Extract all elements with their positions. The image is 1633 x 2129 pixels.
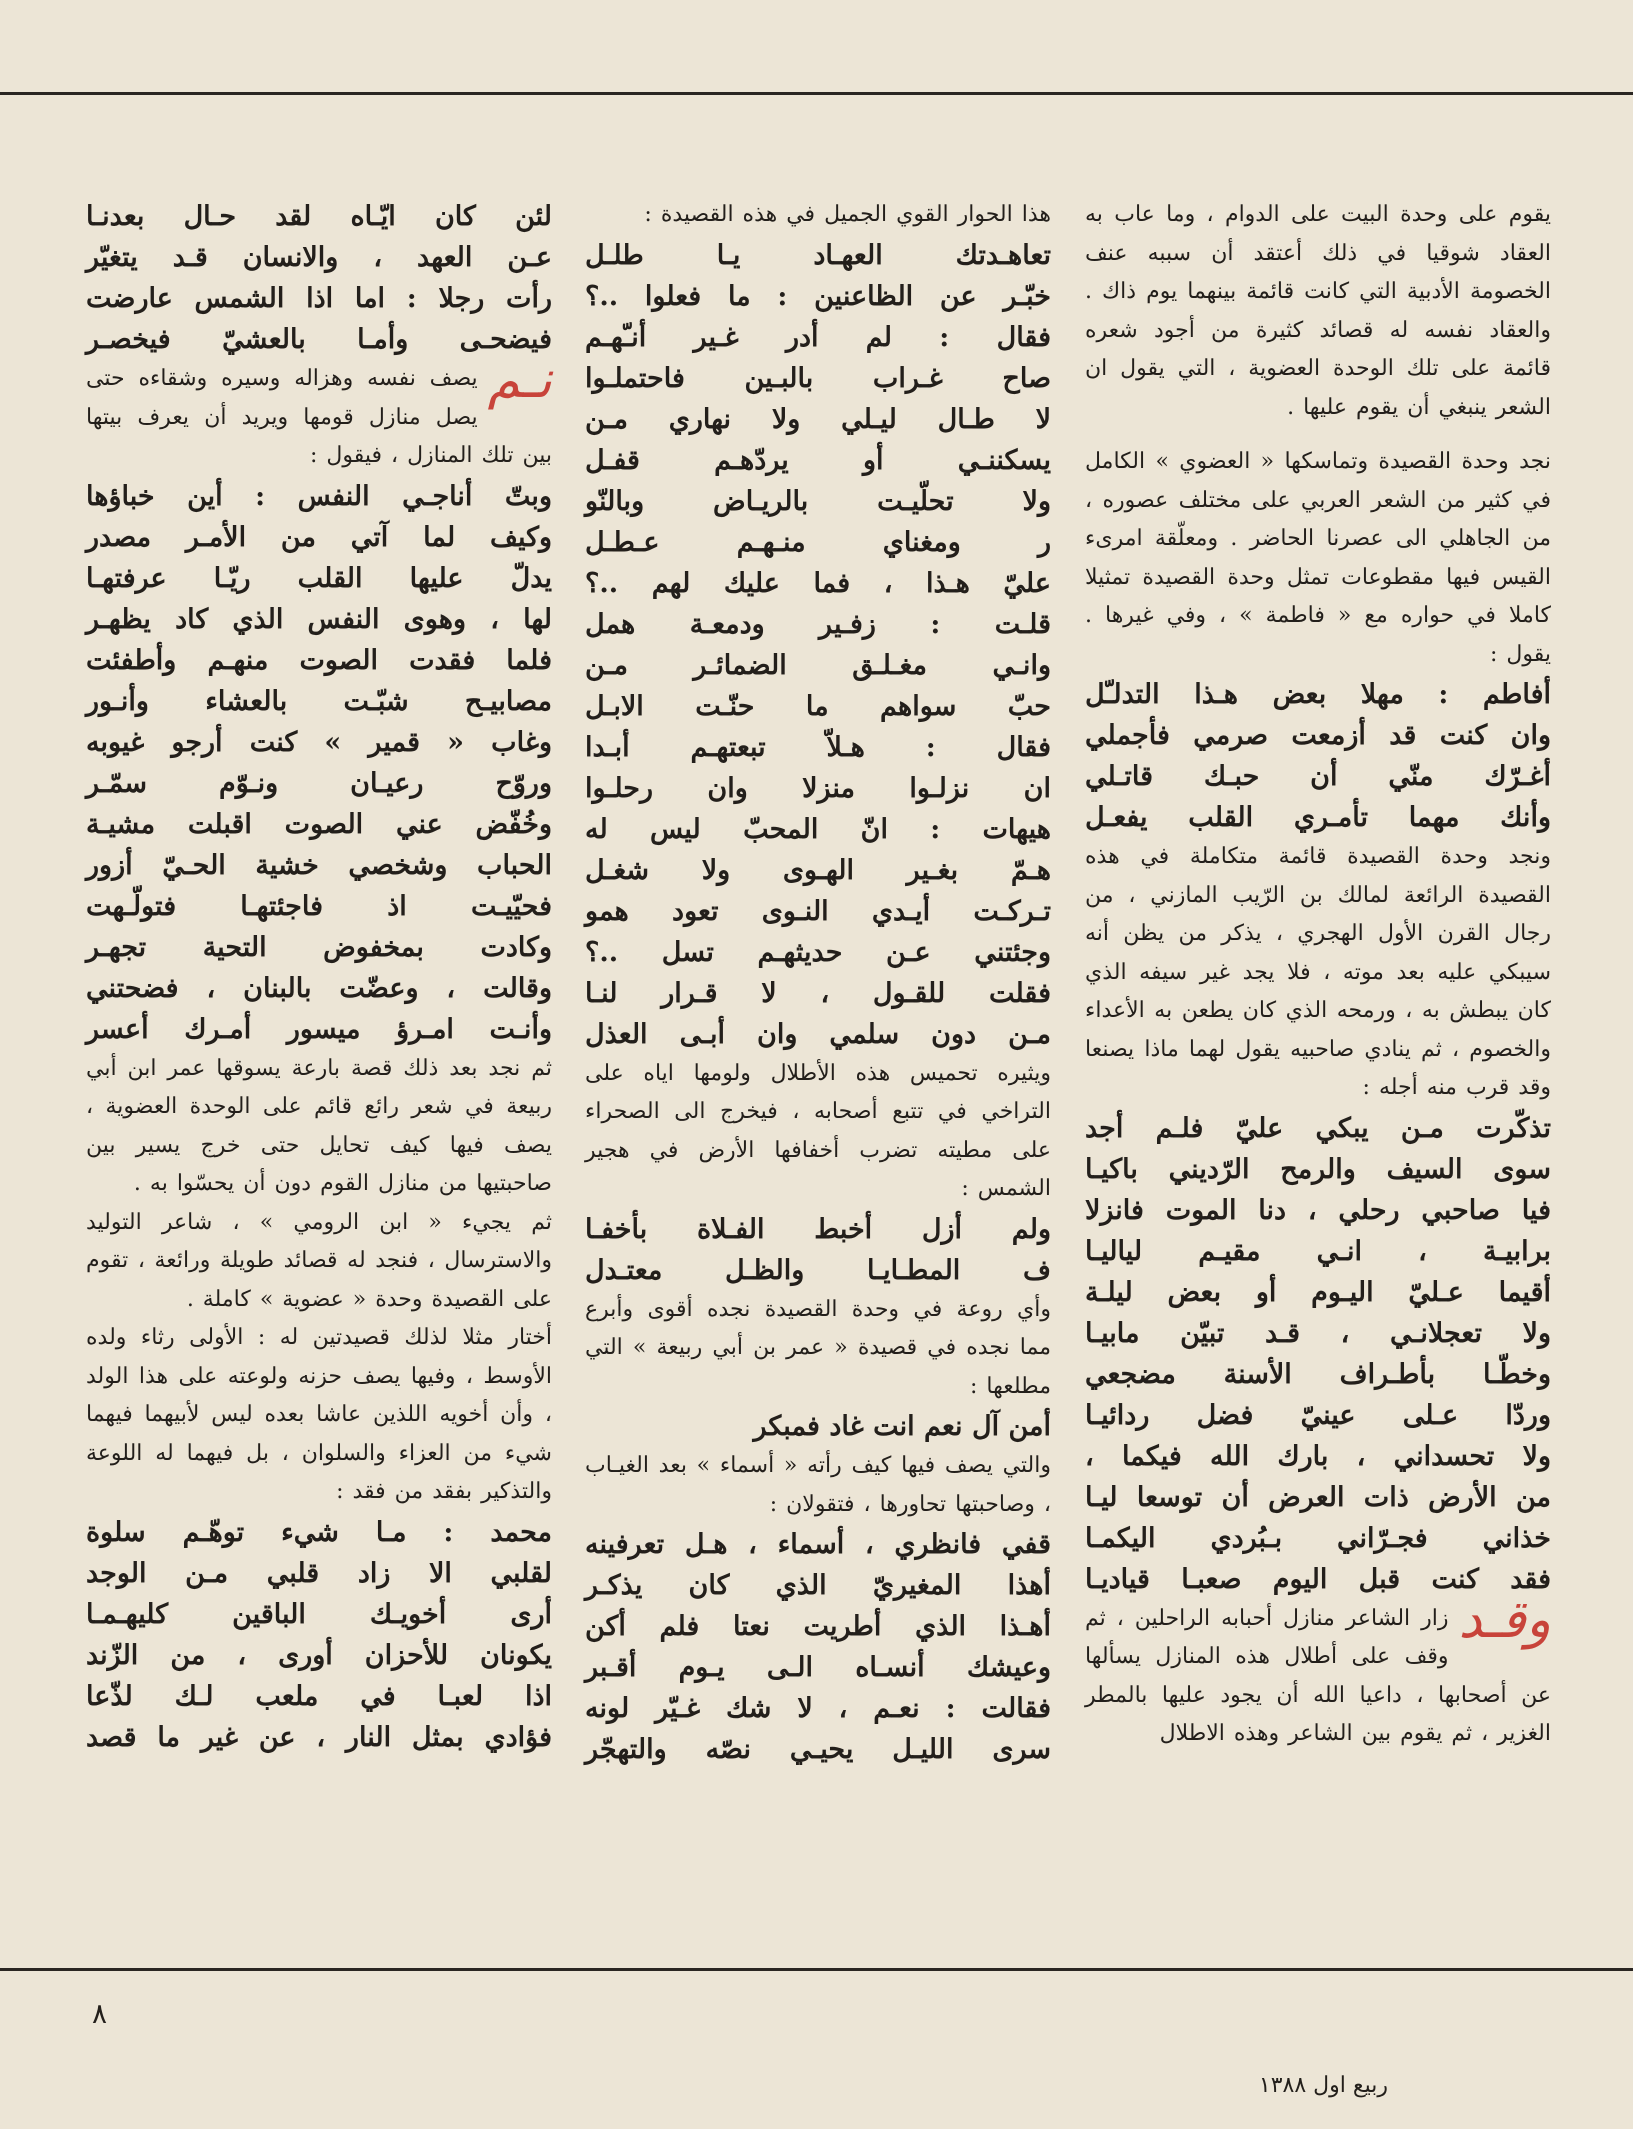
verse-line: أهذا المغيريّ الذي كان يذكـر	[585, 1570, 1051, 1601]
verse-line: أقيما عـليّ اليـوم أو بعض ليلـة	[1085, 1276, 1551, 1308]
verse-line: رأت رجلا : اما اذا الشمس عارضت	[86, 283, 552, 314]
verse-line: وأنك مهما تأمـري القلب يفعـل	[1085, 802, 1551, 833]
verse-line: لها ، وهوى النفس الذي كاد يظهـر	[86, 603, 552, 635]
paragraph-text: يصف نفسه وهزاله وسيره وشقاءه حتى يصل منازل قومها ويريد أن يعرف بيتها بين تلك المنازل ، فيقول :	[86, 366, 552, 468]
verse-line: هـمّ بغـير الهـوى ولا شغـل	[585, 854, 1051, 886]
bottom-rule	[0, 1968, 1633, 1971]
verse-line: مصابيـح شبّـت بالعشاء وأنـور	[86, 685, 552, 717]
body-paragraph: هذا الحوار القوي الجميل في هذه القصيدة :	[644, 202, 1051, 227]
verse-line: مـن دون سلمي وان أبـى العذل	[585, 1018, 1051, 1050]
verse-line: فقالت : نعـم ، لا شك غـيّر لونه	[585, 1693, 1051, 1724]
verse-line: أغـرّك منّي أن حبـك قاتـلي	[1085, 761, 1551, 792]
verse-line: قلـت : زفـير ودمعـة همل	[585, 608, 1051, 640]
body-paragraph: أختار مثلا لذلك قصيدتين له : الأولى رثاء ولده الأوسط ، وفيها يصف حزنه ولوعته على هذا الولد ، وأن أخويه اللذين عاشا بعده ليس لأبيهما فيهما شيء من العزاء والسلوان ، بل فيهما له اللوعة والتذكير بفقد من فقد :	[86, 1325, 552, 1504]
verse-line: فقلت للقـول ، لا قـرار لنـا	[585, 977, 1051, 1009]
body-paragraph: يقوم على وحدة البيت على الدوام ، وما عاب به العقاد شوقيا في ذلك أعتقد أن سببه عنف الخصومة الأدبية التي كانت قائمة بينهما يوم ذاك . والعقاد نفسه له قصائد كثيرة من أجود شعره قائمة على تلك الوحدة العضوية ، التي يقول ان الشعر ينبغي أن يقوم عليها .	[1085, 202, 1551, 420]
verse-line: لا طـال ليـلي ولا نهاري مـن	[585, 403, 1051, 435]
verse-line: من الأرض ذات العرض أن توسعا ليـا	[1085, 1481, 1551, 1513]
verse-line: وأنـت امـرؤ ميسور أمـرك أعسر	[86, 1013, 552, 1045]
verse-line: هيهات : انّ المحبّ ليس له	[585, 813, 1051, 845]
verse-line: خبّـر عن الظاعنين : ما فعلوا ..؟	[585, 280, 1051, 312]
verse-line: فقال : هـلاّ تبعتهـم أبـدا	[585, 731, 1051, 763]
verse-line: ان نزلـوا منزلا وان رحلـوا	[585, 772, 1051, 804]
column-left	[86, 196, 552, 1758]
column-middle	[585, 196, 1051, 1770]
page-number: ٨	[92, 1997, 108, 2030]
verse-line: لئن كان ايّـاه لقد حـال بعدنـا	[86, 201, 552, 232]
verse-line: سرى الليـل يحيـي نصّه والتهجّر	[585, 1734, 1051, 1765]
verse-line: تذكّرت مـن يبكي عليّ فلـم أجد	[1085, 1112, 1551, 1144]
body-paragraph: والتي يصف فيها كيف رأته « أسماء » بعد الغيـاب ، وصاحبتها تحاورها ، فتقولان :	[585, 1453, 1051, 1517]
verse-line: وجئتني عـن حديثهـم تسل ..؟	[585, 936, 1051, 968]
verse-line: أمن آل نعم انت غاد فمبكر	[753, 1411, 1051, 1442]
verse-line: خذاني فجـرّاني بـبُردي اليكمـا	[1085, 1522, 1551, 1554]
paragraph-text: زار الشاعر منازل أحبابه الراحلين ، ثم وقف على أطلال هذه المنازل يسألها عن أصحابها ، داعيا الله أن يجود عليها بالمطر الغزير ، ثم يقوم بين الشاعر وهذه الاطلال	[1085, 1605, 1551, 1746]
verse-line: أرى أخويـك الباقين كليهـمـا	[86, 1598, 552, 1630]
body-paragraph: نجد وحدة القصيدة وتماسكها « العضوي » الكامل في كثير من الشعر العربي على مختلف عصوره ، من الجاهلي الى عصرنا الحاضر . ومعلّقة امرىء القيس فيها مقطوعات تمثل وحدة القصيدة تمثيلا كاملا في حواره مع « فاطمة » ، وفي غيرها . يقول :	[1085, 449, 1551, 667]
verse-line: فقد كنت قبل اليوم صعبـا قياديـا	[1085, 1563, 1551, 1595]
verse-line: وان كنت قد أزمعت صرمي فأجملي	[1085, 720, 1551, 751]
verse-line: لقلبي الا زاد قلبي مـن الوجد	[86, 1557, 552, 1589]
column-right	[1085, 196, 1551, 1754]
ornament-paragraph	[1085, 1589, 1551, 1754]
verse-line: فقال : لم أدر غـير أنـّهـم	[585, 321, 1051, 353]
verse-line: وروّح رعيـان ونـوّم سمّـر	[86, 767, 552, 799]
verse-line: وخطّـا بأطـراف الأسنة مضجعي	[1085, 1358, 1551, 1390]
verse-line: صاح غـراب بالبـين فاحتملـوا	[585, 362, 1051, 394]
verse-line: عـن العهد ، والانسان قـد يتغيّر	[86, 242, 552, 273]
body-paragraph: ثم نجد بعد ذلك قصة بارعة يسوقها عمر ابن أبي ربيعة في شعر رائع قائم على الوحدة العضوية ، يصف فيها كيف تحايل حتى خرج يسير بين صاحبتيها من منازل القوم دون أن يحسّوا به .	[86, 1055, 552, 1196]
body-paragraph: ثم يجيء « ابن الرومي » ، شاعر التوليد والاسترسال ، فنجد له قصائد طويلة ورائعة ، تقوم على القصيدة وحدة « عضوية » كاملة .	[86, 1209, 552, 1312]
ornamental-initial: وقـد	[1458, 1589, 1551, 1650]
verse-line: وكادت بمخفوض التحية تجهـر	[86, 931, 552, 963]
verse-line: وعيشك أنسـاه الـى يـوم أقـبر	[585, 1652, 1051, 1683]
verse-line: وانـي مغـلـق الضمائـر مـن	[585, 649, 1051, 681]
verse-line: سوى السيف والرمح الرّديني باكيـا	[1085, 1153, 1551, 1185]
verse-line: وقالت ، وعضّت بالبنان ، فضحتني	[86, 972, 552, 1004]
verse-line: اذا لعبـا في ملعب لـك لذّعا	[86, 1680, 552, 1712]
verse-line: ولا تحلّيـت بالريـاض وبالنّو	[585, 485, 1051, 517]
verse-line: ولم أزل أخبط الفـلاة بأخفـا	[585, 1213, 1051, 1245]
verse-line: يكونان للأحزان أورى ، من الزّند	[86, 1639, 552, 1671]
body-paragraph: ويثيره تحميس هذه الأطلال ولومها اياه على التراخي في تتبع أصحابه ، فيخرج الى الصحراء على مطيته تضرب أخفافها الأرض في هجير الشمس :	[585, 1060, 1051, 1201]
verse-line: برابيـة ، انـي مقيـم لياليـا	[1085, 1235, 1551, 1267]
verse-line: فيا صاحبي رحلي ، دنا الموت فانزلا	[1085, 1194, 1551, 1226]
verse-line: ف المطـايـا والظـل معتـدل	[585, 1254, 1051, 1286]
verse-line: يسكننـي أو يردّهـم قفـل	[585, 444, 1051, 476]
ornament-paragraph	[86, 350, 552, 476]
verse-line: فيضحـى وأمـا بالعشيّ فيخصـر	[86, 324, 552, 355]
verse-line: حبّ سواهم ما حنّـت الابـل	[585, 690, 1051, 722]
verse-line: وكيف لما آتي من الأمـر مصدر	[86, 521, 552, 553]
verse-line: أفاطم : مهلا بعض هـذا التدلـّل	[1085, 679, 1551, 710]
verse-line: ر ومغناي منـهـم عـطـل	[585, 526, 1051, 558]
verse-line: عليّ هـذا ، فما عليك لهم ..؟	[585, 567, 1051, 599]
verse-line: فحيّيـت اذ فاجئتهـا فتولّـهت	[86, 890, 552, 922]
body-paragraph: ونجد وحدة القصيدة قائمة متكاملة في هذه القصيدة الرائعة لمالك بن الرّيب المازني ، من رجال القرن الأول الهجري ، يذكر من يظن أنه سيبكي عليه بعد موته ، فلا يجد غير سيفه الذي كان يبطش به ، ورمحه الذي كان يطعن به الأعداء والخصوم ، ثم ينادي صاحبيه يقول لهما ماذا يصنعا وقد قرب منه أجله :	[1085, 844, 1551, 1100]
verse-line: تعاهـدتك العهـاد يـا طلـل	[585, 239, 1051, 271]
top-rule	[0, 92, 1633, 95]
verse-line: الحباب وشخصي خشية الحـيّ أزور	[86, 849, 552, 881]
verse-line: يدلّ عليها القلب ريّـا عرفتهـا	[86, 562, 552, 594]
body-paragraph: وأي روعة في وحدة القصيدة نجده أقوى وأبرع مما نجده في قصيدة « عمر بن أبي ربيعة » التي مطلعها :	[585, 1296, 1051, 1399]
verse-line: أهـذا الذي أطريت نعتا فلم أكن	[585, 1611, 1051, 1642]
verse-line: فلما فقدت الصوت منهـم وأطفئت	[86, 644, 552, 676]
verse-line: وغاب « قمير » كنت أرجو غيوبه	[86, 726, 552, 758]
verse-line: وردّا عـلى عينيّ فضل ردائيـا	[1085, 1399, 1551, 1431]
verse-line: وخُفّض عني الصوت اقبلت مشيـة	[86, 808, 552, 840]
issue-date: ربيع اول ١٣٨٨	[1258, 2073, 1388, 2098]
verse-line: قفي فانظري ، أسماء ، هـل تعرفينه	[585, 1529, 1051, 1560]
verse-line: ولا تعجلانـي ، قـد تبيّن مابيـا	[1085, 1317, 1551, 1349]
verse-line: وبتّ أناجـي النفس : أين خباؤها	[86, 480, 552, 512]
paragraph-gap	[1085, 427, 1551, 443]
verse-line: تـركـت أيـدي النـوى تعود همو	[585, 895, 1051, 927]
verse-line: فؤادي بمثل النار ، عن غير ما قصد	[86, 1721, 552, 1753]
verse-line: محمد : مـا شيء توهّـم سلوة	[86, 1516, 552, 1548]
ornamental-initial: نـم	[487, 350, 552, 410]
verse-line: ولا تحسداني ، بارك الله فيكما ،	[1085, 1440, 1551, 1472]
